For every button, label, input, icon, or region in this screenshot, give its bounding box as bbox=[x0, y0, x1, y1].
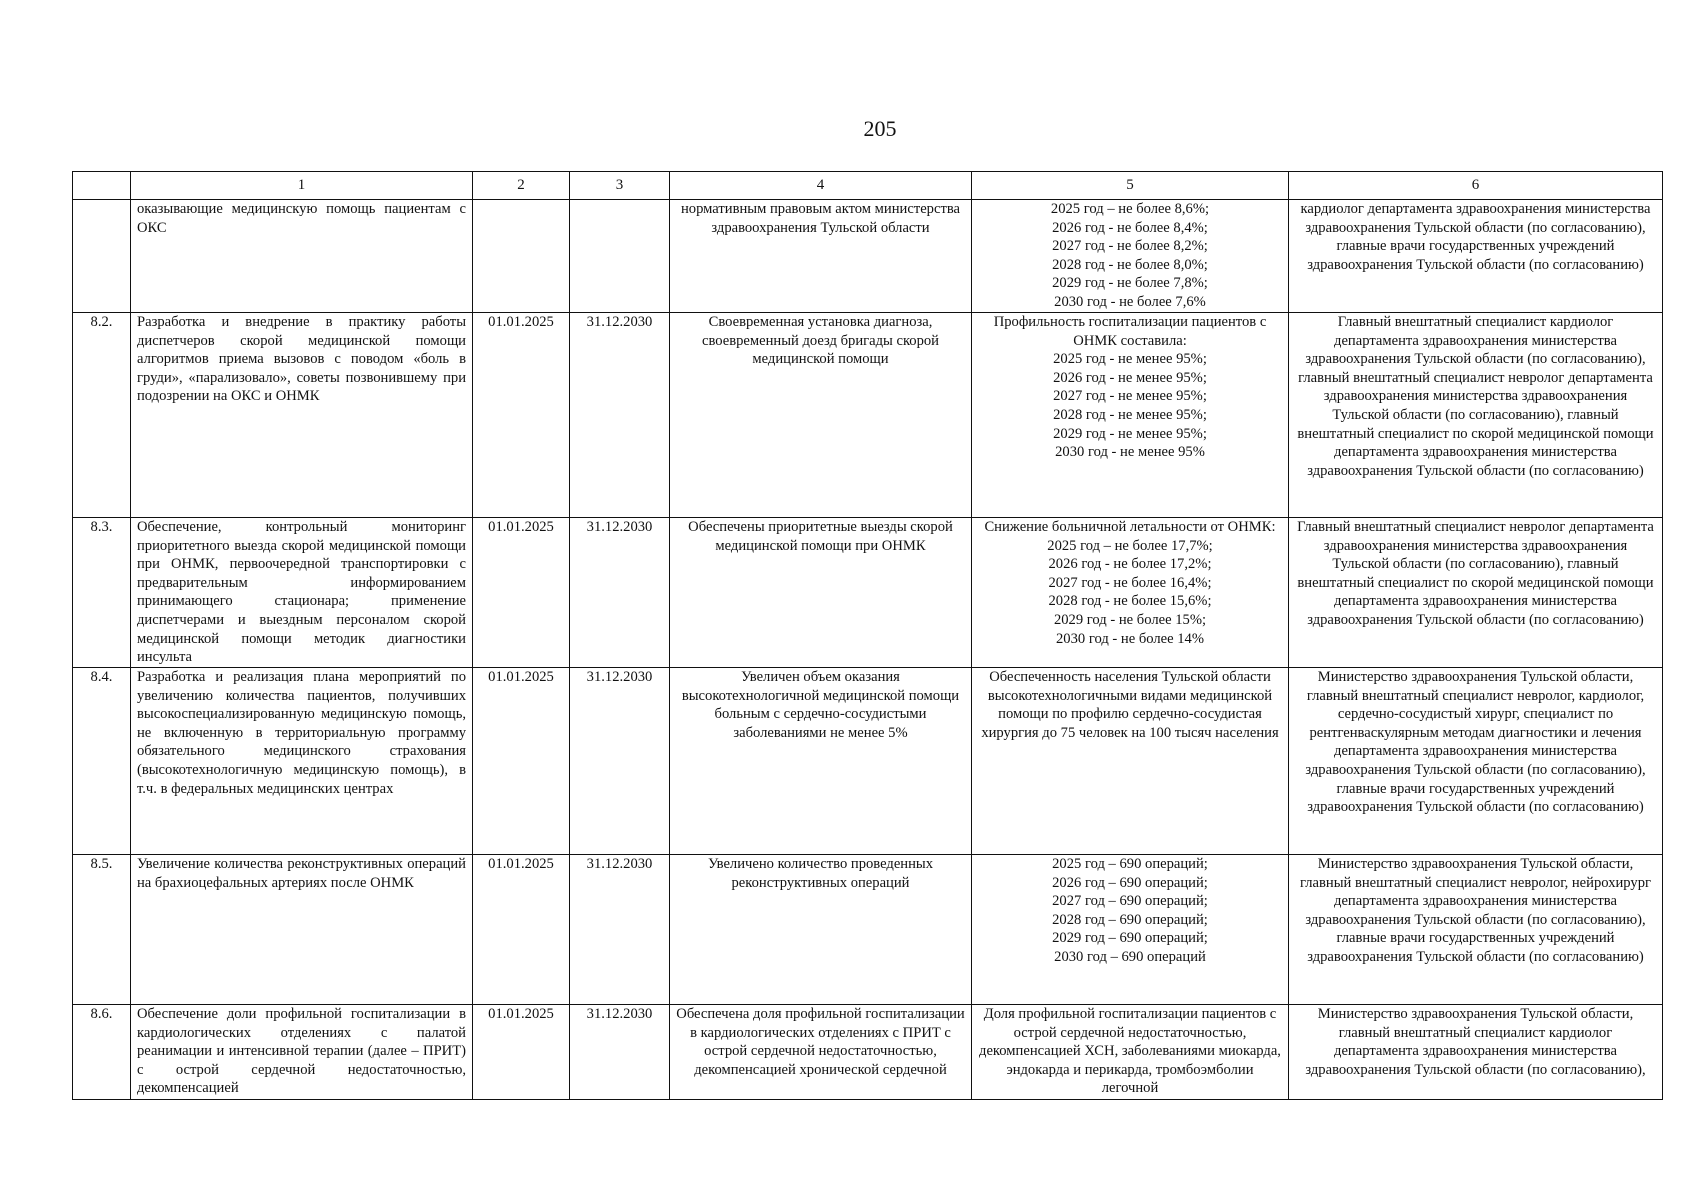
row-start-date: 01.01.2025 bbox=[473, 1005, 570, 1100]
row-end-date: 31.12.2030 bbox=[570, 855, 670, 1005]
column-header-number bbox=[73, 172, 131, 200]
indicator-line: 2029 год - не более 7,8%; bbox=[1052, 275, 1208, 292]
table-row bbox=[73, 518, 1663, 668]
table-row bbox=[73, 313, 1663, 518]
row-end-date: 31.12.2030 bbox=[570, 668, 670, 855]
indicator-line: 2026 год - не менее 95%; bbox=[1053, 369, 1207, 386]
indicator-line: 2029 год - не менее 95%; bbox=[1053, 425, 1207, 442]
row-result: нормативным правовым актом министерства здравоохранения Тульской области bbox=[670, 200, 972, 313]
row-end-date: 31.12.2030 bbox=[570, 313, 670, 518]
row-event: Увеличение количества реконструктивных операций на брахиоцефальных артериях после ОНМК bbox=[131, 855, 473, 1005]
row-result: Увеличено количество проведенных реконструктивных операций bbox=[670, 855, 972, 1005]
row-indicator bbox=[972, 1005, 1289, 1100]
row-event: Обеспечение доли профильной госпитализации в кардиологических отделениях с палатой реанимации и интенсивной терапии (далее – ПРИТ) с острой сердечной недостаточностью, декомпенсацией bbox=[131, 1005, 473, 1100]
row-number: 8.3. bbox=[73, 518, 131, 668]
indicator-line: 2030 год - не менее 95% bbox=[1055, 444, 1205, 461]
row-result: Увеличен объем оказания высокотехнологичной медицинской помощи больным с сердечно-сосудистыми заболеваниями не менее 5% bbox=[670, 668, 972, 855]
indicator-line: 2027 год - не более 8,2%; bbox=[1052, 238, 1208, 255]
row-end-date: 31.12.2030 bbox=[570, 518, 670, 668]
indicator-line: 2027 год - не более 16,4%; bbox=[1048, 574, 1212, 591]
table-row bbox=[73, 855, 1663, 1005]
column-header-3: 3 bbox=[570, 172, 670, 200]
indicator-line: 2026 год - не более 8,4%; bbox=[1052, 219, 1208, 236]
activities-table bbox=[72, 171, 1663, 1100]
indicator-line: 2027 год - не менее 95%; bbox=[1053, 388, 1207, 405]
row-event: Обеспечение, контрольный мониторинг приоритетного выезда скорой медицинской помощи при ОНМК, первоочередной транспортировки с предварительным информированием принимающего стационара; применение диспетчерами и выездным персоналом скорой медицинской помощи методик диагностики инсульта bbox=[131, 518, 473, 668]
indicator-line: 2025 год – 690 операций; bbox=[1052, 856, 1208, 872]
indicator-line: 2030 год – 690 операций bbox=[1054, 948, 1206, 965]
row-event: Разработка и реализация плана мероприятий по увеличению количества пациентов, получивших высокоспециализированную медицинскую помощь, не включенную в территориальную программу обязательного медицинского страхования (высокотехнологичную медицинскую помощь), в т.ч. в федеральных медицинских центрах bbox=[131, 668, 473, 855]
indicator-line: 2025 год – не более 17,7%; bbox=[1047, 537, 1213, 554]
row-responsible: кардиолог департамента здравоохранения министерства здравоохранения Тульской области (по согласованию), главные врачи государственных учреждений здравоохранения Тульской области (по согласованию) bbox=[1289, 200, 1663, 313]
indicator-line: 2025 год - не менее 95%; bbox=[1053, 351, 1207, 368]
indicator-line: 2030 год - не более 14% bbox=[1055, 630, 1205, 647]
indicator-line: 2026 год - не более 17,2%; bbox=[1048, 556, 1212, 573]
indicator-line: 2025 год – не более 8,6%; bbox=[1050, 201, 1210, 217]
indicator-line: 2029 год - не более 15%; bbox=[1053, 611, 1207, 628]
row-responsible: Министерство здравоохранения Тульской области, главный внештатный специалист невролог, нейрохирург департамента здравоохранения министерства здравоохранения Тульской области (по согласованию), главные врачи государственных учреждений здравоохранения Тульской области (по согласованию) bbox=[1289, 855, 1663, 1005]
indicator-line: Снижение больничной летальности от ОНМК: bbox=[984, 519, 1276, 535]
row-event: оказывающие медицинскую помощь пациентам с ОКС bbox=[131, 200, 473, 313]
indicator-line: 2028 год - не менее 95%; bbox=[1053, 406, 1207, 423]
row-responsible: Главный внештатный специалист невролог департамента здравоохранения министерства здравоохранения Тульской области (по согласованию), главный внештатный специалист по скорой медицинской помощи департамента здравоохранения министерства здравоохранения Тульской области (по согласованию) bbox=[1289, 518, 1663, 668]
row-event: Разработка и внедрение в практику работы диспетчеров скорой медицинской помощи алгоритмов приема вызовов с поводом «боль в груди», «парализовало», советы позвонившему при подозрении на ОКС и ОНМК bbox=[131, 313, 473, 518]
row-indicator bbox=[972, 313, 1289, 518]
indicator-line: 2026 год – 690 операций; bbox=[1052, 874, 1208, 891]
indicator-line: 2028 год - не более 15,6%; bbox=[1048, 593, 1212, 610]
row-number: 8.2. bbox=[73, 313, 131, 518]
row-end-date bbox=[570, 200, 670, 313]
indicator-line: 2027 год – 690 операций; bbox=[1052, 893, 1208, 910]
row-result: Обеспечены приоритетные выезды скорой медицинской помощи при ОНМК bbox=[670, 518, 972, 668]
row-indicator bbox=[972, 668, 1289, 855]
row-indicator bbox=[972, 518, 1289, 668]
row-result: Обеспечена доля профильной госпитализации в кардиологических отделениях с ПРИТ с острой сердечной недостаточностью, декомпенсацией хронической сердечной bbox=[670, 1005, 972, 1100]
row-start-date: 01.01.2025 bbox=[473, 313, 570, 518]
indicator-line: Профильность госпитализации пациентов с ОНМК составила: bbox=[993, 314, 1267, 349]
indicator-line: Обеспеченность населения Тульской области высокотехнологичными видами медицинской помощи по профилю сердечно-сосудистая хирургия до 75 человек на 100 тысяч населения bbox=[981, 669, 1279, 741]
row-indicator bbox=[972, 200, 1289, 313]
row-result: Своевременная установка диагноза, своевременный доезд бригады скорой медицинской помощи bbox=[670, 313, 972, 518]
row-responsible: Министерство здравоохранения Тульской области, главный внештатный специалист кардиолог департамента здравоохранения министерства здравоохранения Тульской области (по согласованию), bbox=[1289, 1005, 1663, 1100]
column-header-6: 6 bbox=[1289, 172, 1663, 200]
column-header-4: 4 bbox=[670, 172, 972, 200]
indicator-line: 2028 год – 690 операций; bbox=[1052, 911, 1208, 928]
table-row bbox=[73, 200, 1663, 313]
row-end-date: 31.12.2030 bbox=[570, 1005, 670, 1100]
row-responsible: Главный внештатный специалист кардиолог департамента здравоохранения министерства здравоохранения Тульской области (по согласованию), главный внештатный специалист невролог департамента здравоохранения министерства здравоохранения Тульской области (по согласованию), главный внештатный специалист по скорой медицинской помощи департамента здравоохранения министерства здравоохранения Тульской области (по согласованию) bbox=[1289, 313, 1663, 518]
row-indicator bbox=[972, 855, 1289, 1005]
page-number: 205 bbox=[863, 116, 897, 141]
column-header-5: 5 bbox=[972, 172, 1289, 200]
table-row bbox=[73, 1005, 1663, 1100]
row-start-date: 01.01.2025 bbox=[473, 668, 570, 855]
indicator-line: Доля профильной госпитализации пациентов с острой сердечной недостаточностью, декомпенсацией ХСН, заболеваниями миокарда, эндокарда и перикарда, тромбоэмболии легочной bbox=[979, 1006, 1281, 1097]
table-row bbox=[73, 668, 1663, 855]
row-number bbox=[73, 200, 131, 313]
row-number: 8.4. bbox=[73, 668, 131, 855]
indicator-line: 2028 год - не более 8,0%; bbox=[1052, 256, 1208, 273]
row-responsible: Министерство здравоохранения Тульской области, главный внештатный специалист невролог, кардиолог, сердечно-сосудистый хирург, специалист по рентгенваскулярным методам диагностики и лечения департамента здравоохранения министерства здравоохранения Тульской области (по согласованию), главные врачи государственных учреждений здравоохранения Тульской области (по согласованию) bbox=[1289, 668, 1663, 855]
row-number: 8.6. bbox=[73, 1005, 131, 1100]
table-header-row bbox=[73, 172, 1663, 200]
column-header-1: 1 bbox=[131, 172, 473, 200]
row-start-date: 01.01.2025 bbox=[473, 855, 570, 1005]
indicator-line: 2030 год - не более 7,6% bbox=[1054, 293, 1206, 310]
indicator-line: 2029 год – 690 операций; bbox=[1052, 930, 1208, 947]
row-start-date bbox=[473, 200, 570, 313]
row-start-date: 01.01.2025 bbox=[473, 518, 570, 668]
column-header-2: 2 bbox=[473, 172, 570, 200]
row-number: 8.5. bbox=[73, 855, 131, 1005]
